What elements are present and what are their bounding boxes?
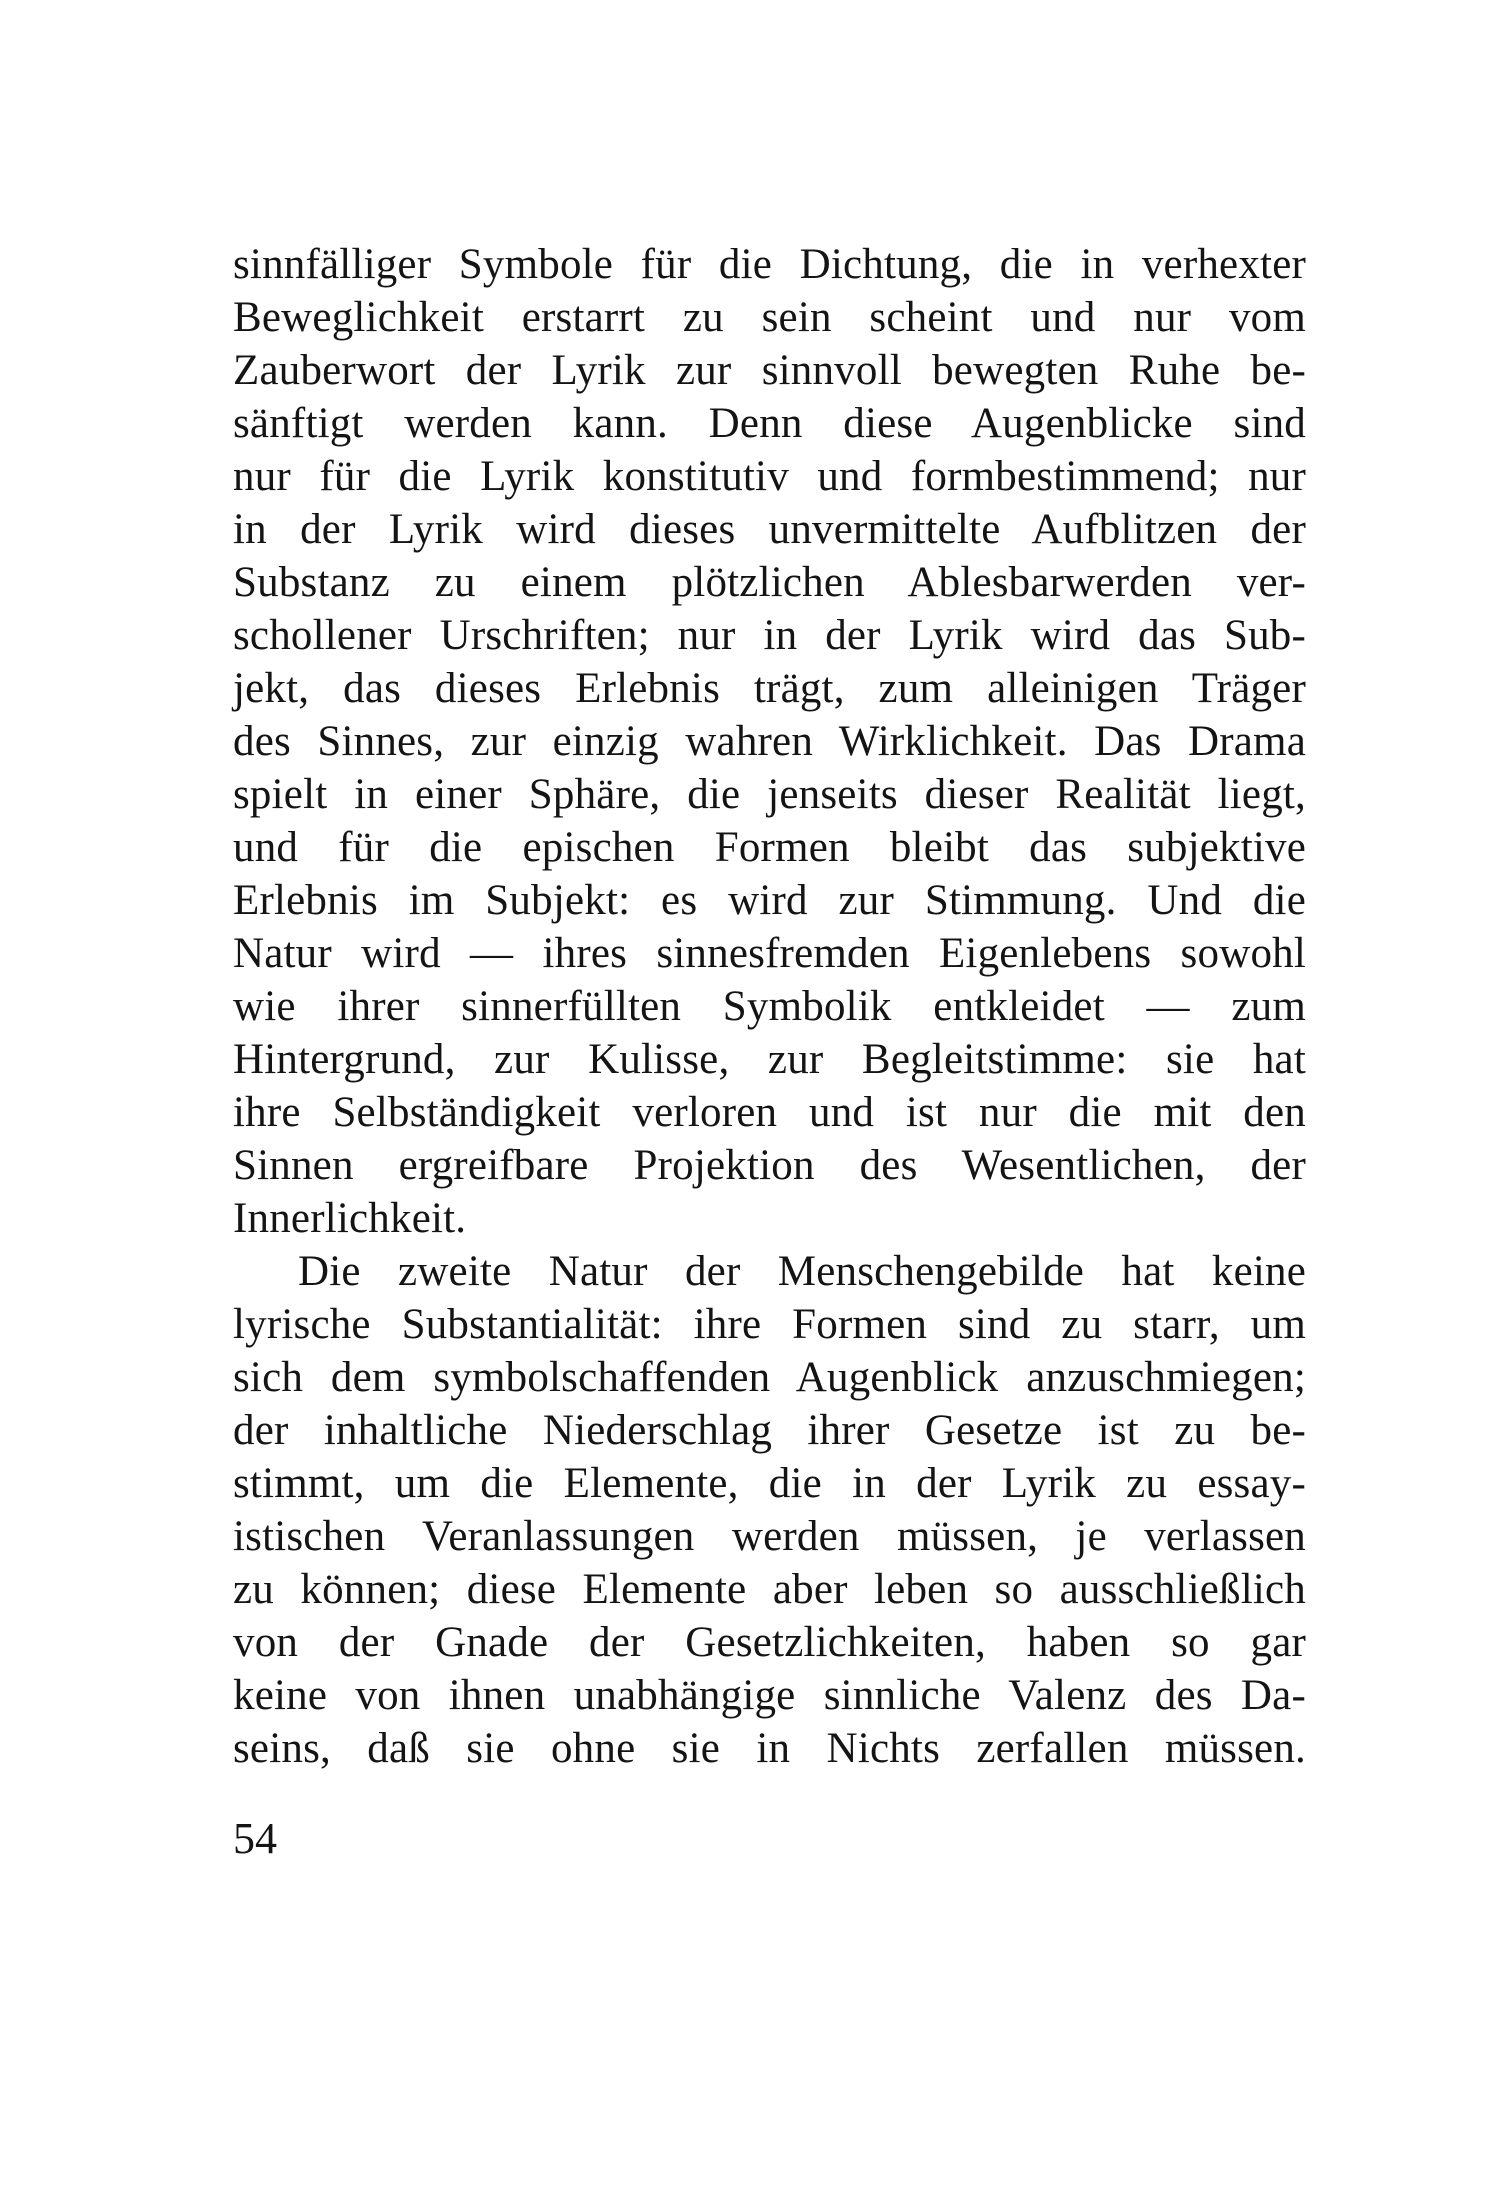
text-line: stimmt, um die Elemente, die in der Lyrik zu essay- xyxy=(233,1460,1306,1507)
body-text xyxy=(233,238,1306,1775)
text-line: seins, daß sie ohne sie in Nichts zerfallen müssen. xyxy=(233,1725,1306,1772)
text-line: Hintergrund, zur Kulisse, zur Begleitstimme: sie hat xyxy=(233,1036,1306,1083)
text-line: lyrische Substantialität: ihre Formen sind zu starr, um xyxy=(233,1301,1306,1348)
text-line: von der Gnade der Gesetzlichkeiten, haben so gar xyxy=(233,1619,1306,1666)
text-line: ihre Selbständigkeit verloren und ist nur die mit den xyxy=(233,1089,1306,1136)
paragraph-end-line: Innerlichkeit. xyxy=(233,1195,467,1242)
text-line: nur für die Lyrik konstitutiv und formbestimmend; nur xyxy=(233,453,1306,500)
text-line: Substanz zu einem plötzlichen Ablesbarwerden ver- xyxy=(233,559,1306,606)
text-line: Sinnen ergreifbare Projektion des Wesentlichen, der xyxy=(233,1142,1306,1189)
text-line: jekt, das dieses Erlebnis trägt, zum alleinigen Träger xyxy=(233,665,1306,712)
text-line: der inhaltliche Niederschlag ihrer Gesetze ist zu be- xyxy=(233,1407,1306,1454)
text-line: zu können; diese Elemente aber leben so ausschließlich xyxy=(233,1566,1306,1613)
page-number: 54 xyxy=(233,1814,277,1863)
text-line: in der Lyrik wird dieses unvermittelte Aufblitzen der xyxy=(233,506,1306,553)
text-line: wie ihrer sinnerfüllten Symbolik entkleidet — zum xyxy=(233,983,1306,1030)
text-line: sinnfälliger Symbole für die Dichtung, die in verhexter xyxy=(233,241,1306,288)
text-line: des Sinnes, zur einzig wahren Wirklichkeit. Das Drama xyxy=(233,718,1306,765)
text-line: Erlebnis im Subjekt: es wird zur Stimmung. Und die xyxy=(233,877,1306,924)
text-line: keine von ihnen unabhängige sinnliche Valenz des Da- xyxy=(233,1672,1306,1719)
text-line: Zauberwort der Lyrik zur sinnvoll bewegten Ruhe be- xyxy=(233,347,1306,394)
text-line: Natur wird — ihres sinnesfremden Eigenlebens sowohl xyxy=(233,930,1306,977)
text-line: schollener Urschriften; nur in der Lyrik wird das Sub- xyxy=(233,612,1306,659)
text-line: istischen Veranlassungen werden müssen, je verlassen xyxy=(233,1513,1306,1560)
text-line: und für die epischen Formen bleibt das subjektive xyxy=(233,824,1306,871)
paragraph-start-line: Die zweite Natur der Menschengebilde hat keine xyxy=(298,1248,1306,1295)
text-line: spielt in einer Sphäre, die jenseits dieser Realität liegt, xyxy=(233,771,1306,818)
text-line: Beweglichkeit erstarrt zu sein scheint und nur vom xyxy=(233,294,1306,341)
text-line: sich dem symbolschaffenden Augenblick anzuschmiegen; xyxy=(233,1354,1306,1401)
text-line: sänftigt werden kann. Denn diese Augenblicke sind xyxy=(233,400,1306,447)
